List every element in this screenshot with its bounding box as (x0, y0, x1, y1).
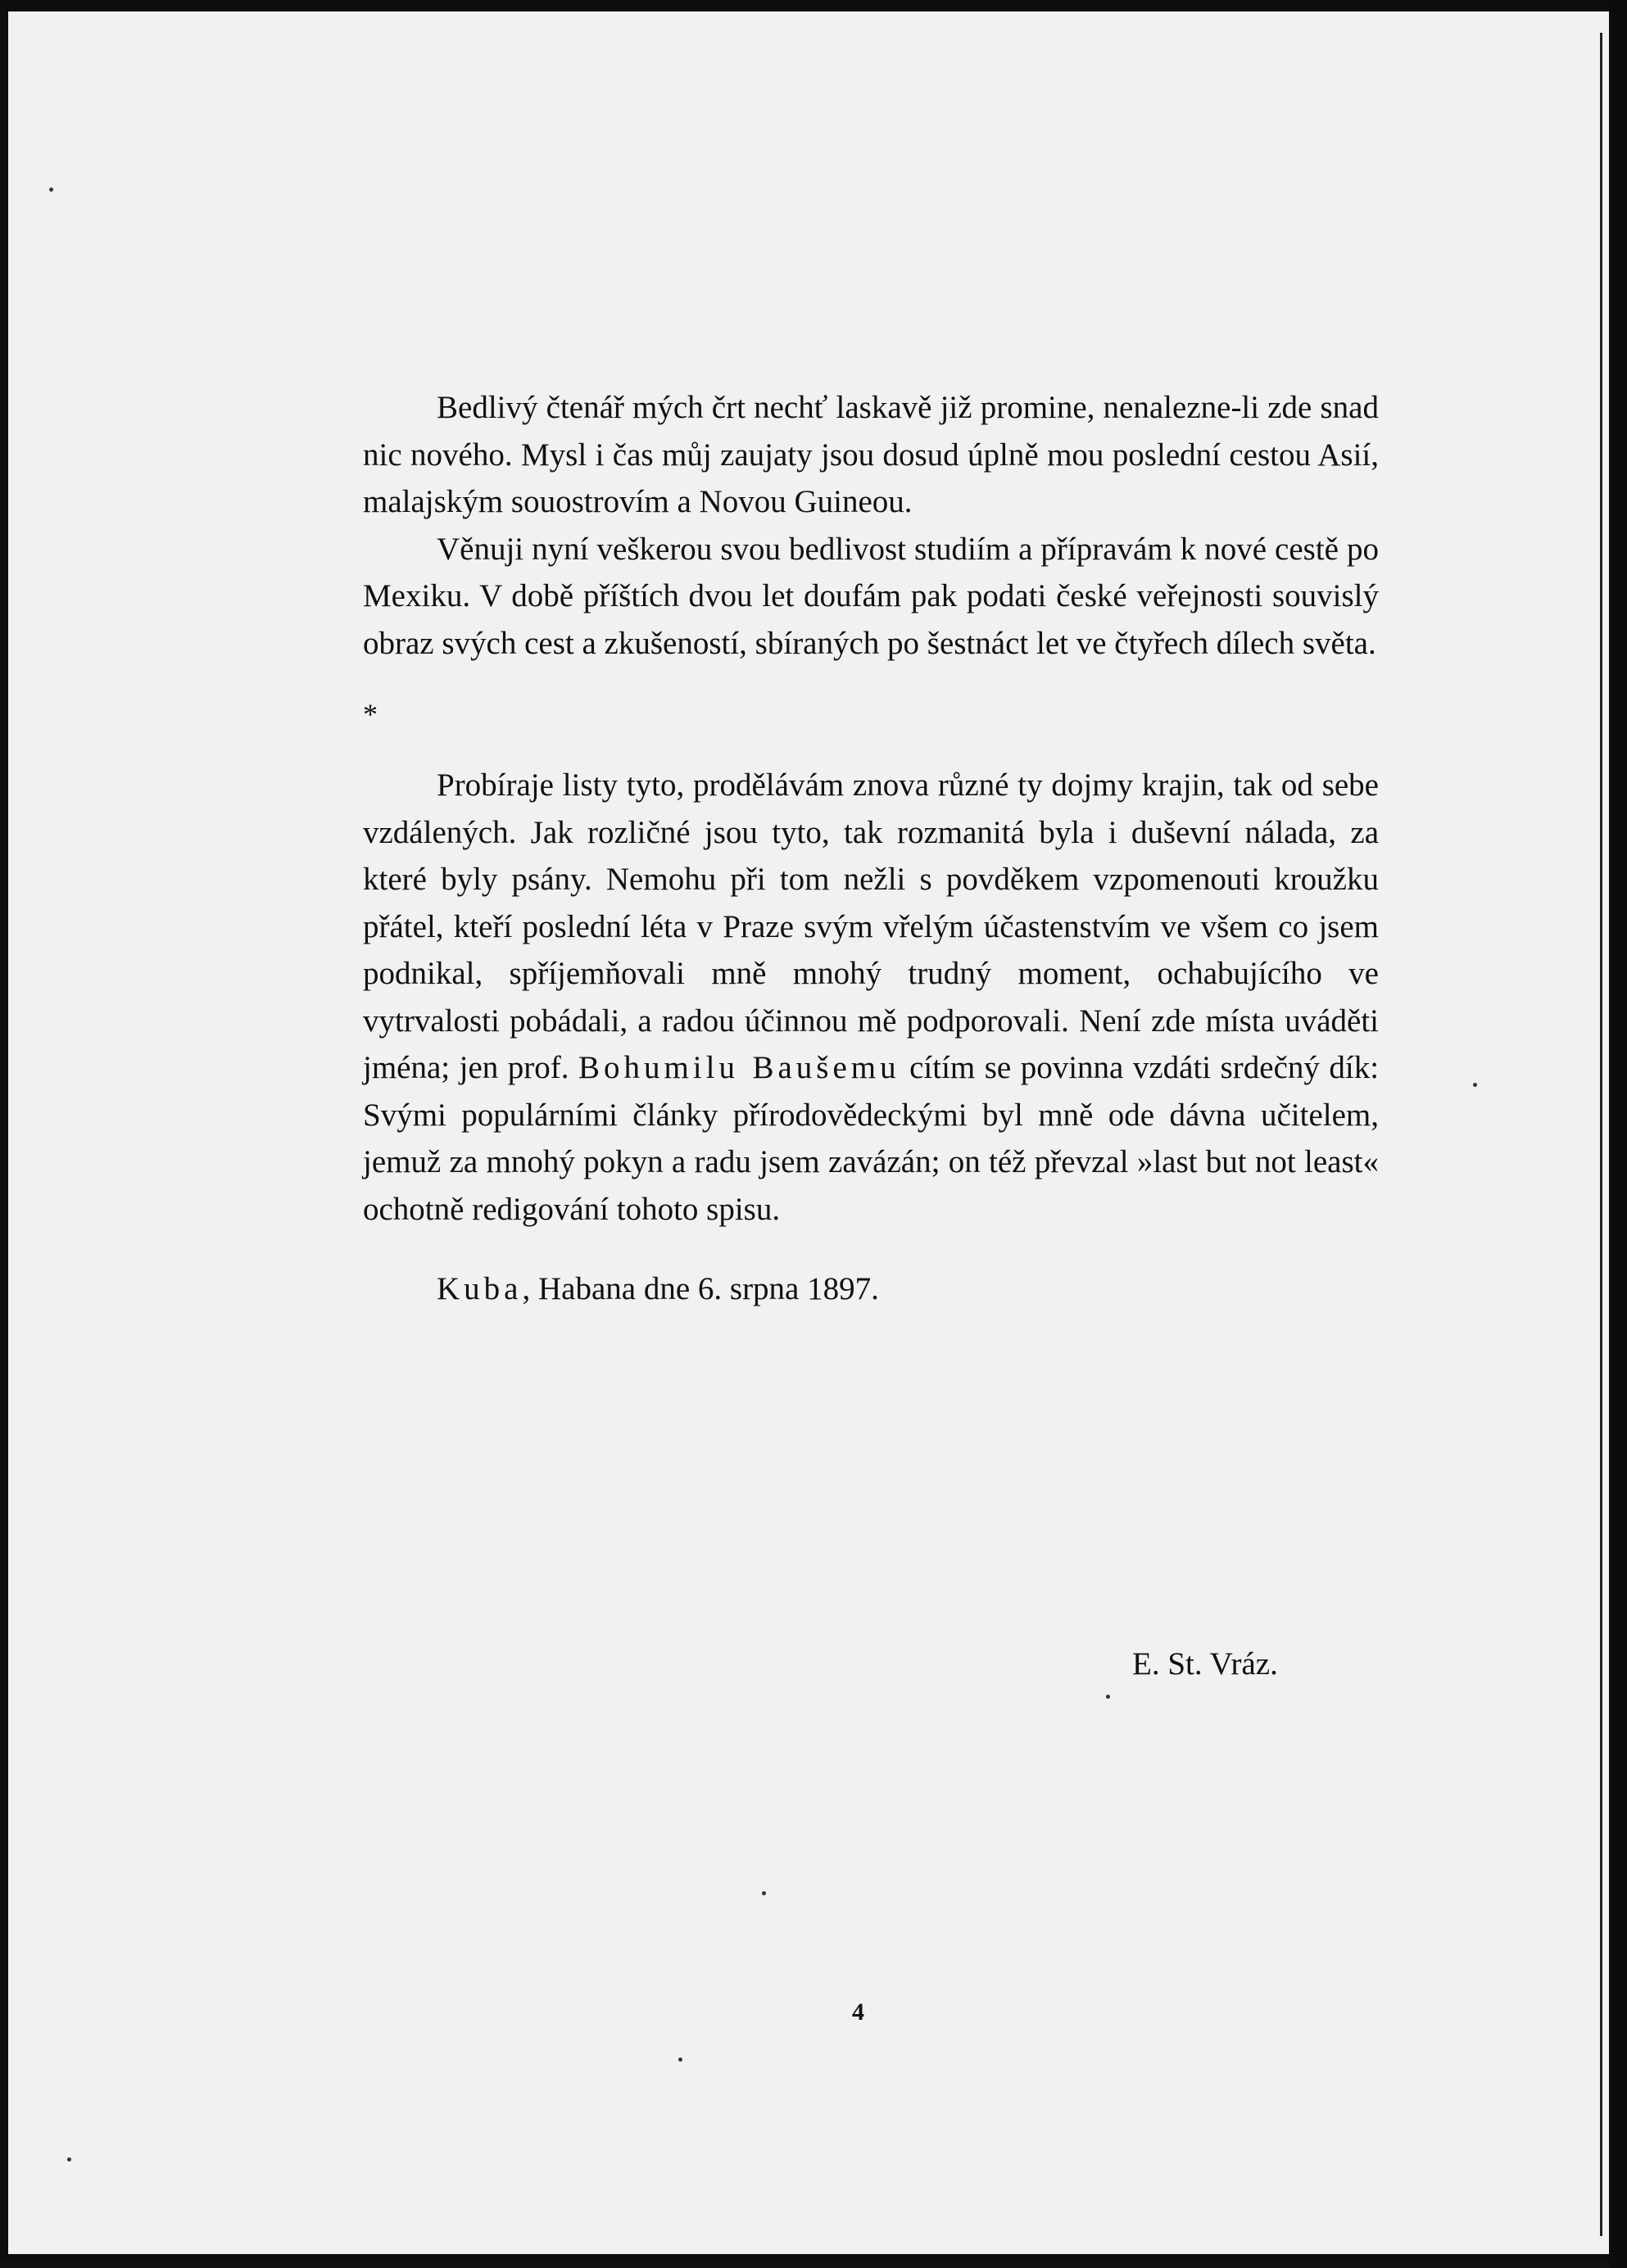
page-edge-rule (1600, 33, 1602, 2236)
dedicated-name: Bohumilu Baušemu (578, 1050, 900, 1085)
preface-text (363, 384, 1379, 1345)
section-separator: * (363, 698, 378, 731)
paragraph-1: Bedlivý čtenář mých črt nechť laskavě již promine, nenalezne-li zde snad nic nového. Mysl i čas můj zaujaty jsou dosud úplně mou poslední cestou Asií, malajským souostrovím a Novou Guineou. (363, 390, 1379, 519)
paragraph-2: Věnuji nyní veškerou svou bedlivost studiím a přípravám k nové cestě po Mexiku. V době příštích dvou let doufám pak podati české veřejnosti souvislý obraz svých cest a zkušeností, sbíraných po šestnáct let ve čtyřech dílech světa. (363, 531, 1379, 661)
paragraph-3 (363, 762, 1379, 1233)
dateline (363, 1265, 1379, 1313)
scan-speck (678, 2057, 682, 2062)
author-signature: E. St. Vráz. (1132, 1646, 1278, 1682)
scan-speck (1473, 1083, 1477, 1087)
dateline-place: Kuba (437, 1271, 523, 1306)
scan-speck (762, 1891, 766, 1895)
paragraph-3-start: Probíraje listy tyto, prodělávám znova různé ty dojmy krajin, tak od sebe vzdálených. Jak rozličné jsou tyto, tak rozmanitá byla i duševní nálada, za které byly psány. Nemohu při tom nežli s povděkem vzpomenouti kroužku přátel, kteří poslední léta v Praze svým vřelým účastenstvím ve všem co jsem podnikal, spříjemňovali mně mnohý trudný moment, ochabujícího ve vytrvalosti pobádali, a radou účinnou mě podporovali. Není zde místa uváděti jména; jen prof. (363, 767, 1379, 1085)
dateline-rest: , Habana dne 6. srpna 1897. (522, 1271, 879, 1306)
page-number: 4 (852, 1999, 864, 2026)
paragraph-3-end: cítím se povinna vzdáti srdečný dík: Svými populárními články přírodovědeckými byl mně ode dávna učitelem, jemuž za mnohý pokyn a radu jsem zavázán; on též převzal »last but not least« ochotně redigování tohoto spisu. (363, 1050, 1380, 1227)
scan-speck (67, 2157, 71, 2162)
scan-border (1609, 0, 1627, 2268)
scan-speck (49, 188, 53, 192)
scan-speck (1106, 1695, 1110, 1699)
